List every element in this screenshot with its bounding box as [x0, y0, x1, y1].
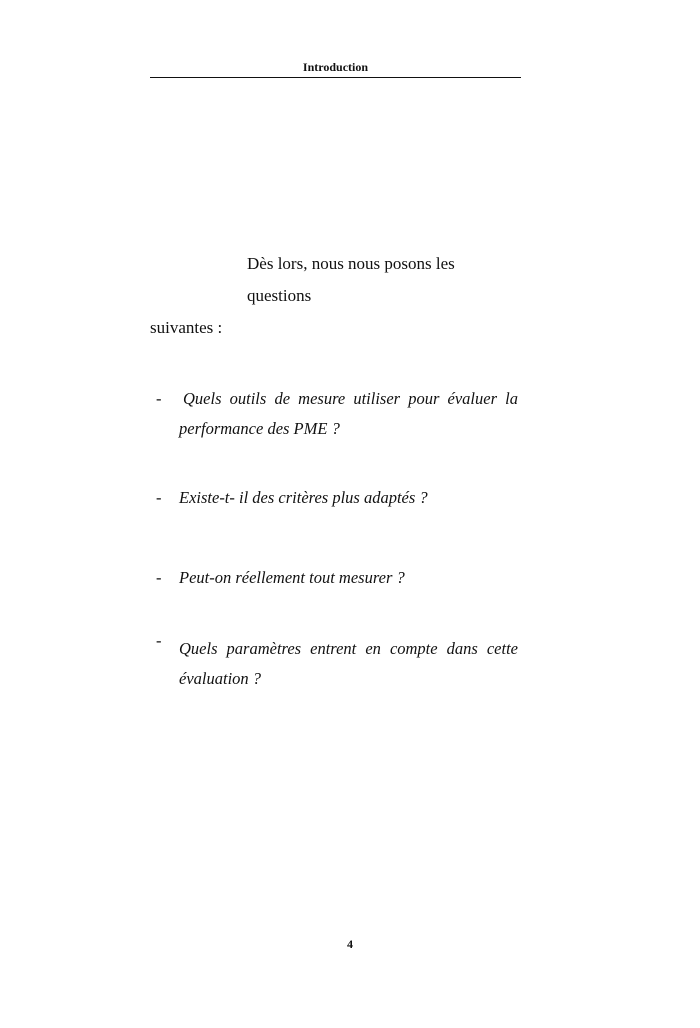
intro-line-2: suivantes :: [150, 318, 223, 337]
page-number: 4: [347, 937, 353, 951]
question-item: [150, 563, 518, 593]
question-line: performance des PME ?: [179, 419, 340, 438]
question-item: [150, 384, 518, 444]
question-line: Quels paramètres entrent en compte dans cette: [179, 639, 518, 658]
bullet-dash: -: [156, 389, 162, 408]
header-divider: [150, 77, 521, 78]
intro-line-1: Dès lors, nous nous posons les questions: [247, 254, 455, 305]
bullet-dash: -: [156, 488, 162, 507]
bullet-dash: -: [156, 631, 162, 650]
bullet-dash: -: [156, 568, 162, 587]
question-line: Peut-on réellement tout mesurer ?: [179, 568, 405, 587]
question-line: Quels outils de mesure utiliser pour évaluer la: [183, 389, 518, 408]
running-header-title: Introduction: [302, 60, 369, 74]
question-item: [150, 483, 518, 513]
question-line: Existe-t- il des critères plus adaptés ?: [179, 488, 428, 507]
question-item: [150, 631, 518, 694]
intro-paragraph: [150, 248, 518, 344]
question-line: évaluation ?: [179, 669, 262, 688]
